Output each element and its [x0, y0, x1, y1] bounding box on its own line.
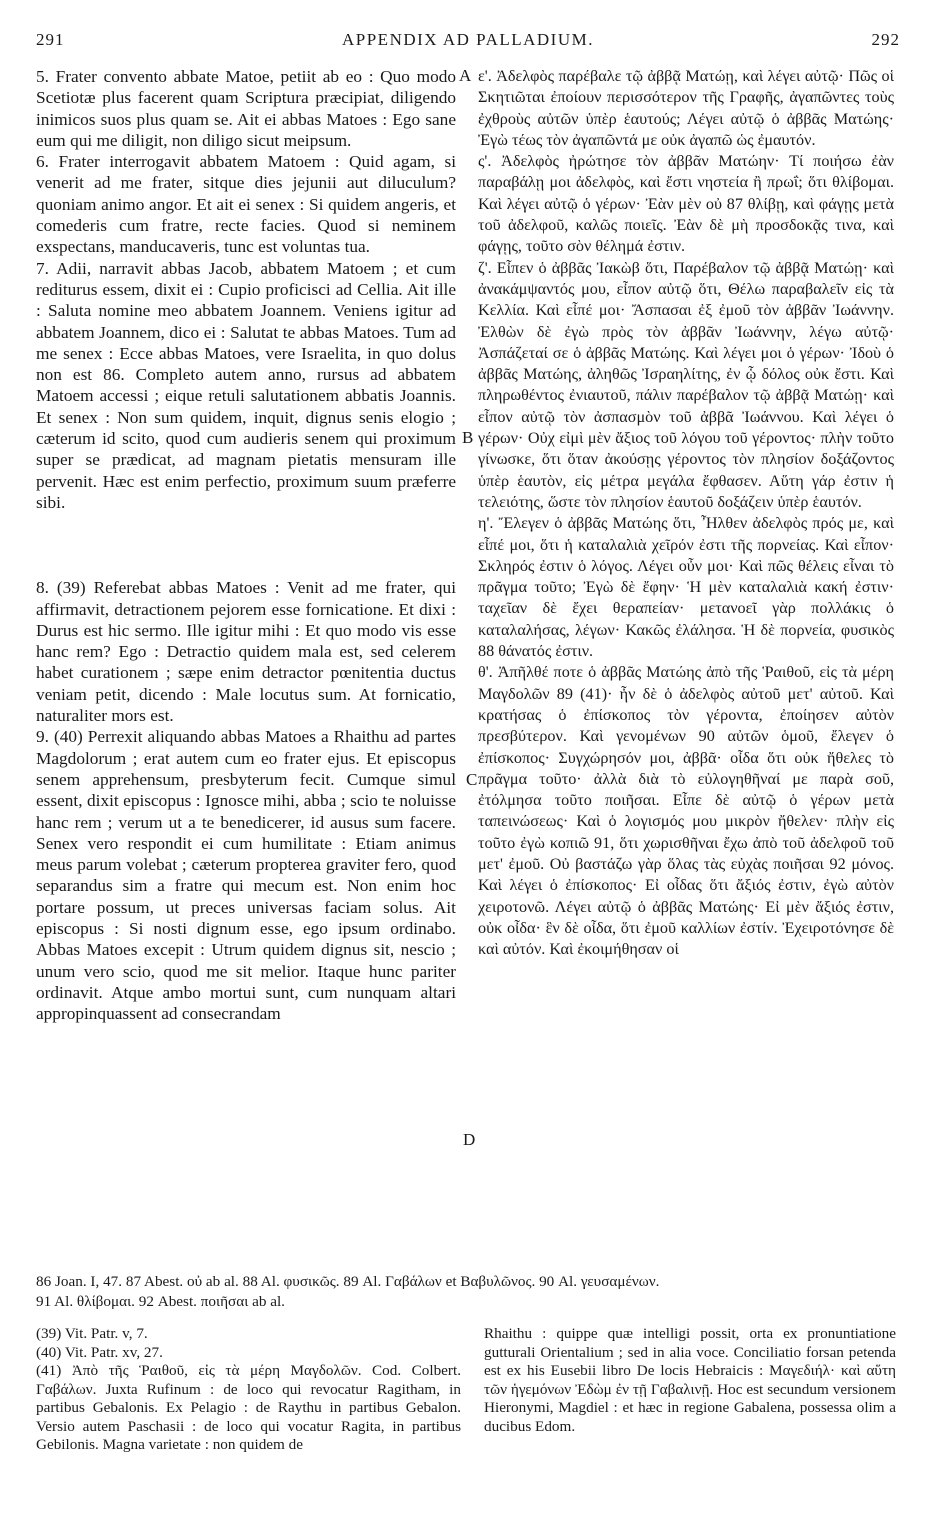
- running-title: APPENDIX AD PALLADIUM.: [342, 30, 594, 49]
- endnotes-left: [36, 1325, 461, 1455]
- endnote-39: (39) Vit. Patr. v, 7.: [36, 1325, 148, 1342]
- latin-paragraph-8: 8. (39) Referebat abbas Matoes : Venit ad me frater, qui affirmavit, detractionem pejorem esse fornicatione. Et dixi : Durus est hic sermo. Ille igitur mihi : Et quo modo vis esse hanc rem? Ego : Detractio quidem mala est, sed celerem habet curationem ; sæpe enim detractor pœnitentia ductus veniam petit, dicendo : Male locutus sum. At fornicatio, naturaliter mors est.: [36, 578, 456, 726]
- running-header: [36, 30, 900, 52]
- margin-letter-b: B: [462, 428, 474, 447]
- footnote-line-2: 91 Al. θλίβομαι. 92 Abest. ποιῆσαι ab al.: [36, 1293, 285, 1310]
- latin-paragraph-9: 9. (40) Perrexit aliquando abbas Matoes a Rhaithu ad partes Magdolorum ; erat autem cum eo frater ejus. Et episcopus senem apprehensum, presbyterum fecit. Cumque simul essent, dixit episcopus : Ignosce mihi, abba ; scio te noluisse hanc rem ; verum ut a te benedicerer, id ausus sum facere. Senex vero respondit ei cum humilitate : Etiam animus meus parum volebat ; cæterum propterea graviter fero, quod separandus sim a fratre qui mecum est. Non enim hoc portare possum, ut preces universas faciam solus. Ait episcopus : Si nosti dignum esse, ego ipsum ordinabo. Abbas Matoes excepit : Utrum quidem dignus sit, nescio ; unum vero scio, quod me sit melior. Itaque hunc pariter ordinavit. Atque ambo mortui sunt, cum nunquam altari appropinquassent ad consecrandam: [36, 727, 456, 1024]
- margin-letter-c: C: [466, 770, 478, 789]
- footnote-line-1: 86 Joan. I, 47. 87 Abest. οὐ ab al. 88 Al. φυσικῶς. 89 Al. Γαβάλων et Βαβυλῶνος. 90 Al. γευσαμένων.: [36, 1273, 660, 1290]
- margin-letter-a: A: [459, 66, 472, 85]
- page-number-left: 291: [36, 30, 65, 49]
- endnote-40: (40) Vit. Patr. xv, 27.: [36, 1343, 163, 1361]
- latin-paragraph-6: 6. Frater interrogavit abbatem Matoem : Quid agam, si venerit ad me frater, sitque dies jejunii aut diluculum? quoniam animo angor. Et ait ei senex : Si quidem angeris, et comederis cum fratre, recte facies. Quod si neminem exspectans, manducaveris, tunc est voluntas tua.: [36, 152, 456, 257]
- greek-paragraph-6: ς'. Ἀδελφὸς ἠρώτησε τὸν ἀββᾶν Ματώην· Τί ποιήσω ἐὰν παραβάλῃ μοι ἀδελφὸς, καὶ ἔστι νηστεία ἢ πρωΐ; ὅτι θλίβομαι. Καὶ λέγει αὐτῷ ὁ γέρων· Ἐὰν μὲν οὐ 87 θλίβῃ, καὶ φάγῃς μετὰ τοῦ ἀδελφοῦ, καλῶς ποιεῖς. Ἐὰν δὲ μὴ προσδοκᾷς τινα, καὶ φάγῃς, τοῦτο σὸν θέλημά ἐστιν.: [478, 152, 894, 256]
- margin-letter-d: D: [463, 1130, 476, 1149]
- greek-paragraph-7: ζ'. Εἶπεν ὁ ἀββᾶς Ἰακὼβ ὅτι, Παρέβαλον τῷ ἀββᾷ Ματώῃ· καὶ ἀνακάμψαντός μου, εἶπον αὐτῷ ὅτι, Θέλω παραβαλεῖν εἰς τὰ Κελλία. Καὶ εἶπέ μοι· Ἄσπασαι ἐξ ἐμοῦ τὸν ἀββᾶν Ἰωάννην. Ἐλθὼν δὲ ἐγὼ πρὸς τὸν ἀββᾶν Ἰωάννην, λέγω αὐτῷ· Ἀσπάζεταί σε ὁ ἀββᾶς Ματώης. Καὶ λέγει μοι ὁ γέρων· Ἰδοὺ ὁ ἀββᾶς Ματώης, ἀληθῶς Ἰσραηλίτης, ἐν ᾧ δόλος οὐκ ἔστι. Καὶ πληρωθέντος ἐνιαυτοῦ, πάλιν παρέβαλον τῷ ἀββᾷ Ματώῃ· καὶ εἶπον αὐτῷ τὸν ἀσπασμὸν τοῦ ἀββᾶ Ἰωάννου. Καὶ λέγει ὁ γέρων· Οὐχ εἰμὶ μὲν ἄξιος τοῦ λόγου τοῦ γέροντος· πλὴν τοῦτο γίνωσκε, ὅτι ὅταν ἀκούσῃς γέροντος τὸν πλησίον δοξάζοντος ὑπὲρ ἑαυτὸν, εἰς μέτρα μεγάλα ἔφθασεν. Αὕτη γάρ ἐστιν ἡ τελειότης, ὥστε τὸν πλησίον ἑαυτοῦ δοξάζειν ὑπὲρ ἑαυτόν.: [478, 258, 894, 511]
- page-number-right: 292: [871, 30, 900, 49]
- greek-column: [478, 66, 894, 960]
- endnotes-right: [484, 1325, 896, 1436]
- latin-paragraph-5: 5. Frater convento abbate Matoe, petiit ab eo : Quo modo Scetiotæ plus facerent quam Scriptura præcipiat, diligendo inimicos suos plus quam se. Ait ei abbas Matoes : Ego sane eum qui me diligit, non diligo sicut meipsum.: [36, 67, 456, 150]
- greek-paragraph-5: ε'. Ἀδελφὸς παρέβαλε τῷ ἀββᾷ Ματώῃ, καὶ λέγει αὐτῷ· Πῶς οἱ Σκητιῶται ἐποίουν περισσότερον τῆς Γραφῆς, ἀγαπῶντες τοὺς ἐχθροὺς αὐτῶν ὑπὲρ ἑαυτούς; Λέγει αὐτῷ ὁ ἀββᾶς Ματώης· Ἐγὼ τέως τὸν ἀγαπῶντά με οὐκ ἀγαπῶ ὡς ἐμαυτόν.: [478, 67, 894, 149]
- endnote-41: (41) Ἀπὸ τῆς Ῥαιθοῦ, εἰς τὰ μέρη Μαγδολῶν. Cod. Colbert. Γαβάλων. Juxta Rufinum : de loco qui revocatur Ragitham, in partibus Gebalonis. Ex Pelagio : de Raythu in partibus Gebalon. Versio autem Paschasii : de loco qui vocatur Ragita, in partibus Gebilonis. Magna varietate : non quidem de: [36, 1362, 461, 1453]
- greek-paragraph-8: η'. Ἔλεγεν ὁ ἀββᾶς Ματώης ὅτι, Ἦλθεν ἀδελφὸς πρός με, καὶ εἶπέ μοι, ὅτι ἡ καταλαλιὰ χεῖρόν ἐστι τῆς πορνείας. Καὶ εἶπον· Σκληρός ἐστιν ὁ λόγος. Λέγει οὖν μοι· Καὶ πῶς θέλεις εἶναι τὸ πρᾶγμα τοῦτο; Ἐγὼ δὲ ἔφην· Ἡ μὲν καταλαλιὰ κακή ἐστιν· ταχεῖαν δὲ ἔχει θεραπείαν· μετανοεῖ γὰρ πολλάκις ὁ καταλαλήσας, λέγων· Κακῶς ἐλάλησα. Ἡ δὲ πορνεία, φυσικὸς 88 θάνατός ἐστιν.: [478, 514, 894, 661]
- greek-paragraph-9: θ'. Ἀπῆλθέ ποτε ὁ ἀββᾶς Ματώης ἀπὸ τῆς Ῥαιθοῦ, εἰς τὰ μέρη Μαγδολῶν 89 (41)· ἦν δὲ ὁ ἀδελφὸς αὐτοῦ μετ' αὐτοῦ. Καὶ κρατήσας ὁ ἐπίσκοπος τὸν γέροντα, ἐποίησεν αὐτὸν πρεσβύτερον. Καὶ γενομένων 90 αὐτῶν ὁμοῦ, ἔλεγεν ὁ ἐπίσκοπος· Συγχώρησόν μοι, ἀββᾶ· οἶδα ὅτι οὐκ ἤθελες τὸ πρᾶγμα τοῦτο· ἀλλὰ διὰ τὸ εὐλογηθῆναί με παρὰ σοῦ, ἐτόλμησα τοῦτο ποιῆσαι. Εἶπε δὲ αὐτῷ ὁ γέρων μετὰ ταπεινώσεως· Καὶ ὁ λογισμός μου μικρὸν ἤθελεν· πλὴν εἰς τοῦτο ἐγὼ κοπιῶ 91, ὅτι χωρισθῆναι ἔχω ἀπὸ τοῦ ἀδελφοῦ τοῦ μετ' ἐμοῦ. Οὐ βαστάζω γὰρ ὅλας τὰς εὐχὰς ποιῆσαι 92 μόνος. Καὶ λέγει ὁ ἐπίσκοπος· Εἰ οἶδας ὅτι ἄξιός ἐστιν, ἐγὼ αὐτὸν χειροτονῶ. Λέγει αὐτῷ ὁ ἀββᾶς Ματώης· Εἰ μὲν ἄξιός ἐστιν, οὐκ οἶδα· ἓν δὲ οἶδα, ὅτι ἐμοῦ καλλίων ἐστίν. Ἐχειροτόνησε δὲ καὶ αὐτόν. Καὶ ἐκοιμήθησαν οἱ: [478, 663, 894, 959]
- latin-column: [36, 66, 456, 1024]
- endnote-41-continued: Rhaithu : quippe quæ intelligi possit, orta ex pronuntiatione gutturali Orientalium ; sed in alia voce. Conciliatio forsan petenda est ex his Eusebii libro De locis Hebraicis : Μαγεδιήλ· καὶ αὕτη τῶν ἡγεμόνων Ἐδὼμ ἐν τῇ Γαβαλινῇ. Hoc est secundum versionem Hieronymi, Magdiel : et hæc in regione Gabalena, possessa olim a ducibus Edom.: [484, 1325, 896, 1435]
- latin-paragraph-7: 7. Adii, narravit abbas Jacob, abbatem Matoem ; et cum rediturus essem, dixit ei : Cupio proficisci ad Cellia. Ait ille : Saluta nomine meo abbatem Joannem. Veniens igitur ad abbatem Joannem, dico ei : Salutat te abbas Matoes. Tum ad me senex : Ecce abbas Matoes, vere Israelita, in quo dolus non est 86. Completo autem anno, rursus ad abbatem Matoem accessi ; eique retuli salutationem abbatis Joannis. Et senex : Non sum quidem, inquit, dignus senis elogio ; cæterum id scito, quod cum audieris senem qui proximum super se prædicat, ad magnam pietatis mensuram ille pervenit. Hæc est enim perfectio, proximum suum præferre sibi.: [36, 258, 456, 512]
